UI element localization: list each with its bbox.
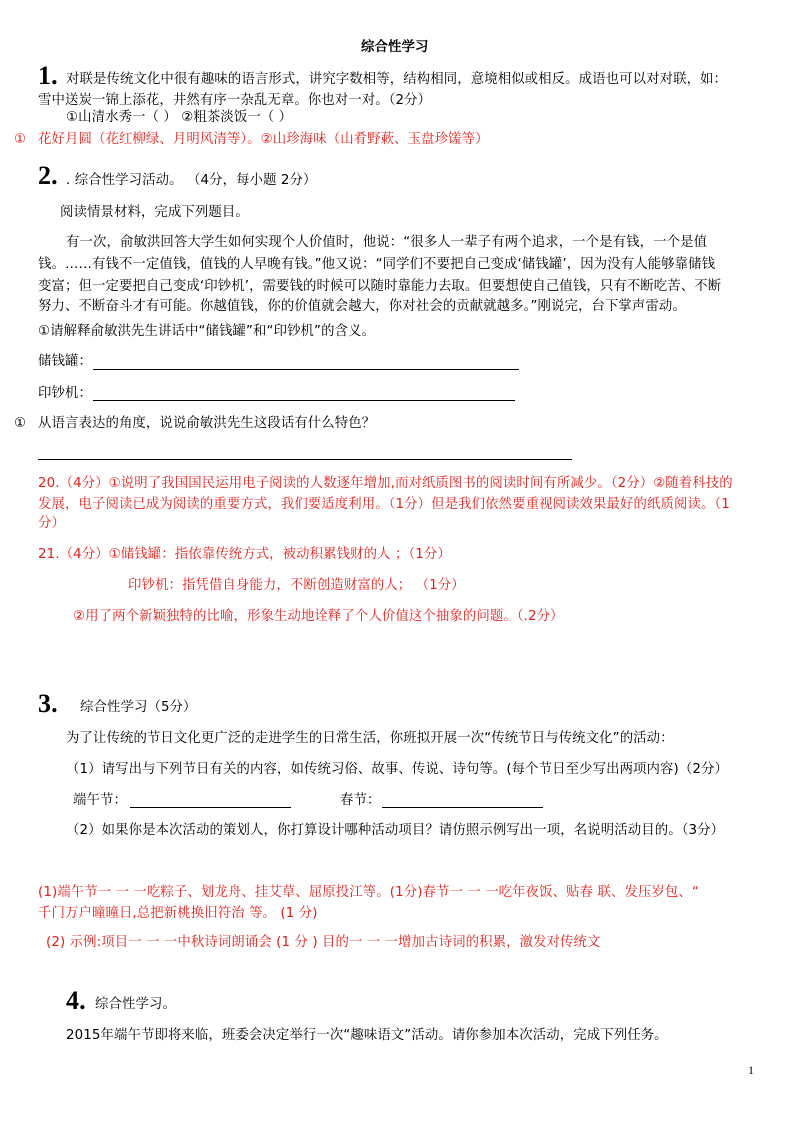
answer-20-line-3: 分） [38, 516, 65, 531]
question-2-heading: . 综合性学习活动。 （4分，每小题 2分） [66, 173, 317, 188]
question-4-intro: 2015年端午节即将来临，班委会决定举行一次“趣味语文”活动。请你参加本次活动，完成下列任务。 [66, 1028, 668, 1043]
question-1-line-1: 对联是传统文化中很有趣味的语言形式，讲究字数相等，结构相同，意境相似或相反。成语也可以对对联，如： [66, 72, 728, 87]
question-3-answer-1-line-1: (1)端午节一 一 一吃粽子、划龙舟、挂艾草、屈原投江等。(1分)春节一 一 一吃年夜饭、贴春 联、发压岁包、“ [38, 885, 699, 900]
question-2-sub-2-marker: ① [14, 416, 27, 431]
question-4-heading: 综合性学习。 [95, 997, 176, 1012]
question-3-answer-1-line-2: 千门万户曈曈日,总把新桃换旧符治 等。 (1 分) [38, 906, 318, 921]
question-3-intro: 为了让传统的节日文化更广泛的走进学生的日常生活，你班拟开展一次“传统节日与传统文化”的活动： [66, 731, 674, 746]
question-1-line-3: ①山清水秀一（ ） ②粗茶淡饭一（ ） [66, 110, 293, 125]
answer-20-line-2: 发展，电子阅读已成为阅读的重要方式，我们要适度利用。（1分）但是我们依然要重视阅读效果最好的纸质阅读。（1 [38, 497, 730, 512]
label-duanwu: 端午节： [73, 793, 127, 808]
answer-20-line-1: 20.（4分）①说明了我国国民运用电子阅读的人数逐年增加,而对纸质图书的阅读时间有所减少。（2分）②随着科技的 [38, 476, 733, 491]
answer-21-line-3: ②用了两个新颖独特的比喻，形象生动地诠释了个人价值这个抽象的问题。（.2分） [73, 609, 564, 624]
answer-21-line-1: 21.（4分）①储钱罐：指依靠传统方式，被动积累钱财的人 ；（1分） [38, 547, 451, 562]
question-3-sub-1: （1）请写出与下列节日有关的内容，如传统习俗、故事、传说、诗句等。(每个节日至少写出两项内容)（2分） [66, 762, 728, 777]
question-3-number: 3. [38, 689, 58, 718]
page-number: 1 [748, 1063, 755, 1077]
answer-21-line-2: 印钞机：指凭借自身能力，不断创造财富的人； （1分） [128, 578, 465, 593]
question-1-line-2: 雪中送炭一锦上添花，井然有序一杂乱无章。你也对一对。（2分） [38, 93, 432, 108]
question-2-number: 2. [38, 161, 58, 190]
label-chunjie: 春节： [340, 793, 381, 808]
question-2-para-line-1: 有一次，俞敏洪回答大学生如何实现个人价值时，他说：“很多人一辈子有两个追求，一个是有钱，一个是值 [66, 235, 708, 250]
question-2-para-line-3: 变富；但一定要把自己变成‘印钞机’，需要钱的时候可以随时靠能力去取。但要想使自己值钱，只有不断吃苦、不断 [38, 279, 722, 294]
answer-line-yinchaoji [93, 400, 515, 401]
label-chuqianguan: 储钱罐： [38, 354, 92, 369]
question-3-heading: 综合性学习（5分） [80, 700, 197, 715]
question-1-answer: 花好月圆（花红柳绿、月明风清等）。②山珍海味（山肴野蔌、玉盘珍馐等） [38, 132, 489, 147]
question-2-para-line-2: 钱。……有钱不一定值钱，值钱的人早晚有钱。”他又说：“同学们不要把自己变成‘储钱罐’，因为没有人能够靠储钱 [38, 257, 716, 272]
page-title: 综合性学习 [361, 40, 429, 55]
question-4-number: 4. [66, 986, 86, 1015]
question-2-intro: 阅读情景材料，完成下列题目。 [60, 205, 249, 220]
question-1-answer-marker: ① [14, 132, 27, 147]
answer-line-chuqianguan [93, 369, 519, 370]
label-yinchaoji: 印钞机： [38, 386, 92, 401]
question-1-number: 1. [38, 61, 58, 90]
answer-line-chunjie [382, 807, 543, 808]
answer-line-duanwu [130, 807, 291, 808]
question-2-sub-2: 从语言表达的角度，说说俞敏洪先生这段话有什么特色？ [38, 416, 376, 431]
question-2-para-line-4: 努力、不断奋斗才有可能。你越值钱，你的价值就会越大，你对社会的贡献就越多。”刚说完，台下掌声雷动。 [38, 299, 686, 314]
question-3-answer-2: (2) 示例:项目一 一 一中秋诗词朗诵会 (1 分 ) 目的一 一 一增加古诗词的积累，激发对传统文 [46, 935, 601, 950]
answer-line-sub-2 [38, 459, 572, 460]
question-2-sub-1: ①请解释俞敏洪先生讲话中“储钱罐”和“印钞机”的含义。 [38, 324, 376, 339]
question-3-sub-2: （2）如果你是本次活动的策划人，你打算设计哪种活动项目？请仿照示例写出一项，名说明活动目的。（3分） [66, 823, 725, 838]
